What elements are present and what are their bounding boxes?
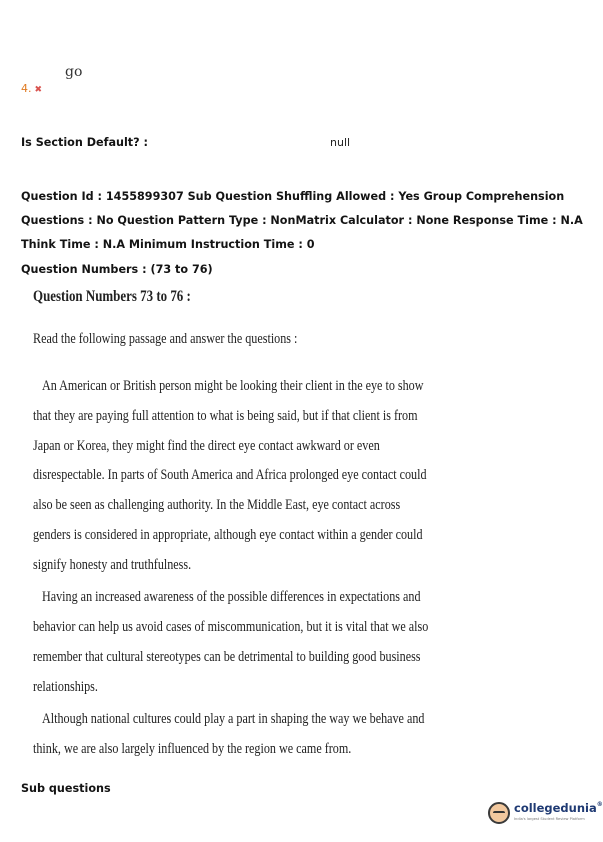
section-default-label: Is Section Default? : <box>21 136 149 149</box>
sub-questions-label: Sub questions <box>21 782 111 795</box>
logo-tagline: India's largest Student Review Platform <box>514 817 585 821</box>
passage-line: disrespectable. In parts of South America and Africa prolonged eye contact could <box>33 467 427 483</box>
meta-line-2: Questions : No Question Pattern Type : NonMatrix Calculator : None Response Time : N.A <box>21 214 583 227</box>
meta-line-1: Question Id : 1455899307 Sub Question Shuffling Allowed : Yes Group Comprehension <box>21 190 565 203</box>
passage-instruction: Read the following passage and answer the questions : <box>33 331 298 347</box>
passage-line: also be seen as challenging authority. In the Middle East, eye contact across <box>33 497 401 513</box>
passage-line: behavior can help us avoid cases of miscommunication, but it is vital that we also <box>33 619 429 635</box>
wrong-mark-icon: ✖ <box>34 85 43 95</box>
question-numbers: Question Numbers : (73 to 76) <box>21 263 213 276</box>
passage-line: Japan or Korea, they might find the direct eye contact awkward or even <box>33 438 380 454</box>
passage-line: think, we are also largely influenced by the region we came from. <box>33 741 352 757</box>
section-default-value: null <box>330 136 351 149</box>
passage-line: Having an increased awareness of the possible differences in expectations and <box>42 589 421 605</box>
passage-line: An American or British person might be looking their client in the eye to show <box>42 378 424 394</box>
meta-line-3: Think Time : N.A Minimum Instruction Time : 0 <box>21 238 315 251</box>
option-number <box>21 82 42 95</box>
collegedunia-logo <box>488 800 603 830</box>
passage-heading: Question Numbers 73 to 76 : <box>33 288 191 305</box>
passage-line: relationships. <box>33 679 98 695</box>
logo-brand: collegedunia® <box>514 801 603 815</box>
passage-line: Although national cultures could play a part in shaping the way we behave and <box>42 711 425 727</box>
passage-line: remember that cultural stereotypes can be detrimental to building good business <box>33 649 421 665</box>
mascot-icon <box>488 802 510 824</box>
passage-line: genders is considered in appropriate, although eye contact within a gender could <box>33 527 423 543</box>
passage-line: that they are paying full attention to what is being said, but if that client is from <box>33 408 418 424</box>
option-number-label: 4. <box>21 82 32 95</box>
option-text: go <box>65 64 83 80</box>
passage-line: signify honesty and truthfulness. <box>33 557 192 573</box>
